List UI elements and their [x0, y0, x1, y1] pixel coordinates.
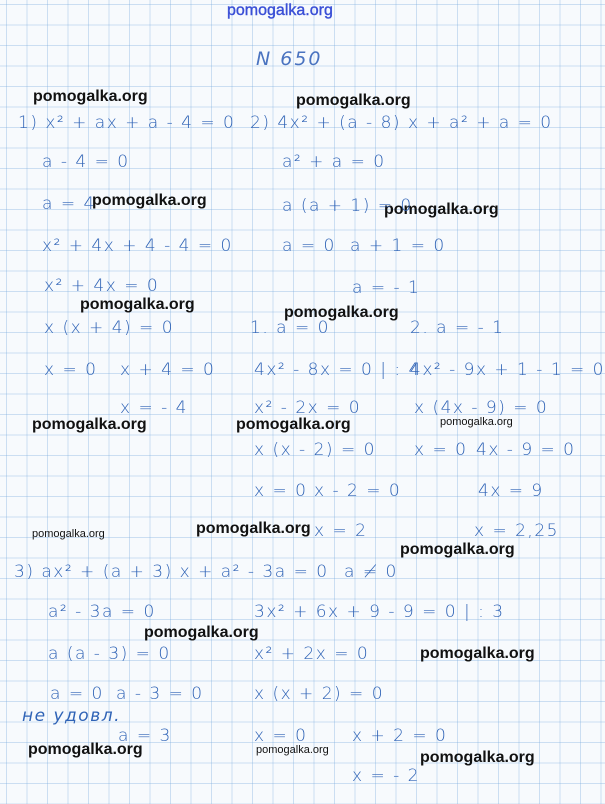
p2-equation: 2) 4x² + (a - 8) x + a² + a = 0 [250, 113, 553, 133]
p1-line: x (x + 4) = 0 [44, 318, 175, 338]
watermark: pomogalka.org [32, 528, 105, 540]
p2-case1-line: x = 0 [254, 481, 308, 501]
p3-right-line: 3x² + 6x + 9 - 9 = 0 | : 3 [254, 602, 505, 622]
watermark: pomogalka.org [236, 416, 351, 433]
p1-equation: 1) x² + ax + a - 4 = 0 [18, 113, 236, 133]
p1-line: x = 0 [44, 360, 98, 380]
p3-right-line: x = 0 [254, 726, 308, 746]
p3-right-line: x = - 2 [352, 766, 420, 786]
watermark-top: pomogalka.org [227, 2, 333, 19]
p2-case1-line: x - 2 = 0 [314, 481, 402, 501]
p2-case2-line: x = 0 [414, 440, 468, 460]
watermark: pomogalka.org [420, 645, 535, 662]
p3-line: a - 3 = 0 [116, 684, 204, 704]
watermark: pomogalka.org [92, 192, 207, 209]
p3-line: a (a - 3) = 0 [48, 644, 171, 664]
p3-condition: a ≠ 0 [344, 562, 398, 582]
watermark: pomogalka.org [440, 416, 513, 428]
problem-number: N 650 [256, 48, 323, 70]
p3-right-line: x (x + 2) = 0 [254, 684, 385, 704]
p3-line: a = 0 [50, 684, 104, 704]
p2-case2-line: x (4x - 9) = 0 [414, 398, 549, 418]
watermark: pomogalka.org [33, 88, 148, 105]
watermark: pomogalka.org [32, 416, 147, 433]
p2-case2-line: 4x - 9 = 0 [476, 440, 576, 460]
p2-line: a = - 1 [352, 278, 421, 298]
p2-case1-head: 1. a = 0 [250, 318, 330, 338]
watermark: pomogalka.org [144, 624, 259, 641]
p1-line: x = - 4 [120, 398, 188, 418]
watermark: pomogalka.org [296, 92, 411, 109]
p2-line: a (a + 1) = 0 [282, 196, 413, 216]
watermark: pomogalka.org [400, 541, 515, 558]
p2-line: a = 0 [282, 236, 336, 256]
p3-equation: 3) ax² + (a + 3) x + a² - 3a = 0 [14, 562, 329, 582]
p2-case2-line: 4x² - 9x + 1 - 1 = 0 [410, 360, 605, 380]
watermark: pomogalka.org [256, 744, 329, 756]
p2-case1-line: x (x - 2) = 0 [254, 440, 376, 460]
p2-case1-line: 4x² - 8x = 0 | : 4 [254, 360, 421, 380]
p1-line: a = 4 [42, 194, 96, 214]
p2-case2-line: 4x = 9 [478, 481, 544, 501]
p2-case2-line: x = 2,25 [474, 521, 559, 541]
p2-line: a + 1 = 0 [350, 236, 446, 256]
p1-line: x² + 4x + 4 - 4 = 0 [42, 236, 233, 256]
watermark: pomogalka.org [384, 201, 499, 218]
p3-right-line: x + 2 = 0 [352, 726, 448, 746]
p1-line: x² + 4x = 0 [44, 276, 160, 296]
p1-line: x + 4 = 0 [120, 360, 216, 380]
p1-line: a - 4 = 0 [42, 152, 130, 172]
p3-line: a² - 3a = 0 [48, 602, 156, 622]
p3-line: a = 3 [118, 726, 172, 746]
p3-right-line: x² + 2x = 0 [254, 644, 370, 664]
p2-case2-head: 2. a = - 1 [410, 318, 505, 338]
watermark: pomogalka.org [80, 296, 195, 313]
p3-note: не удовл. [22, 706, 121, 726]
watermark: pomogalka.org [284, 304, 399, 321]
p2-case1-line: x² - 2x = 0 [254, 398, 362, 418]
watermark: pomogalka.org [420, 749, 535, 766]
watermark: pomogalka.org [28, 741, 143, 758]
watermark: pomogalka.org [196, 520, 311, 537]
p2-line: a² + a = 0 [282, 152, 386, 172]
p2-case1-line: x = 2 [314, 521, 368, 541]
